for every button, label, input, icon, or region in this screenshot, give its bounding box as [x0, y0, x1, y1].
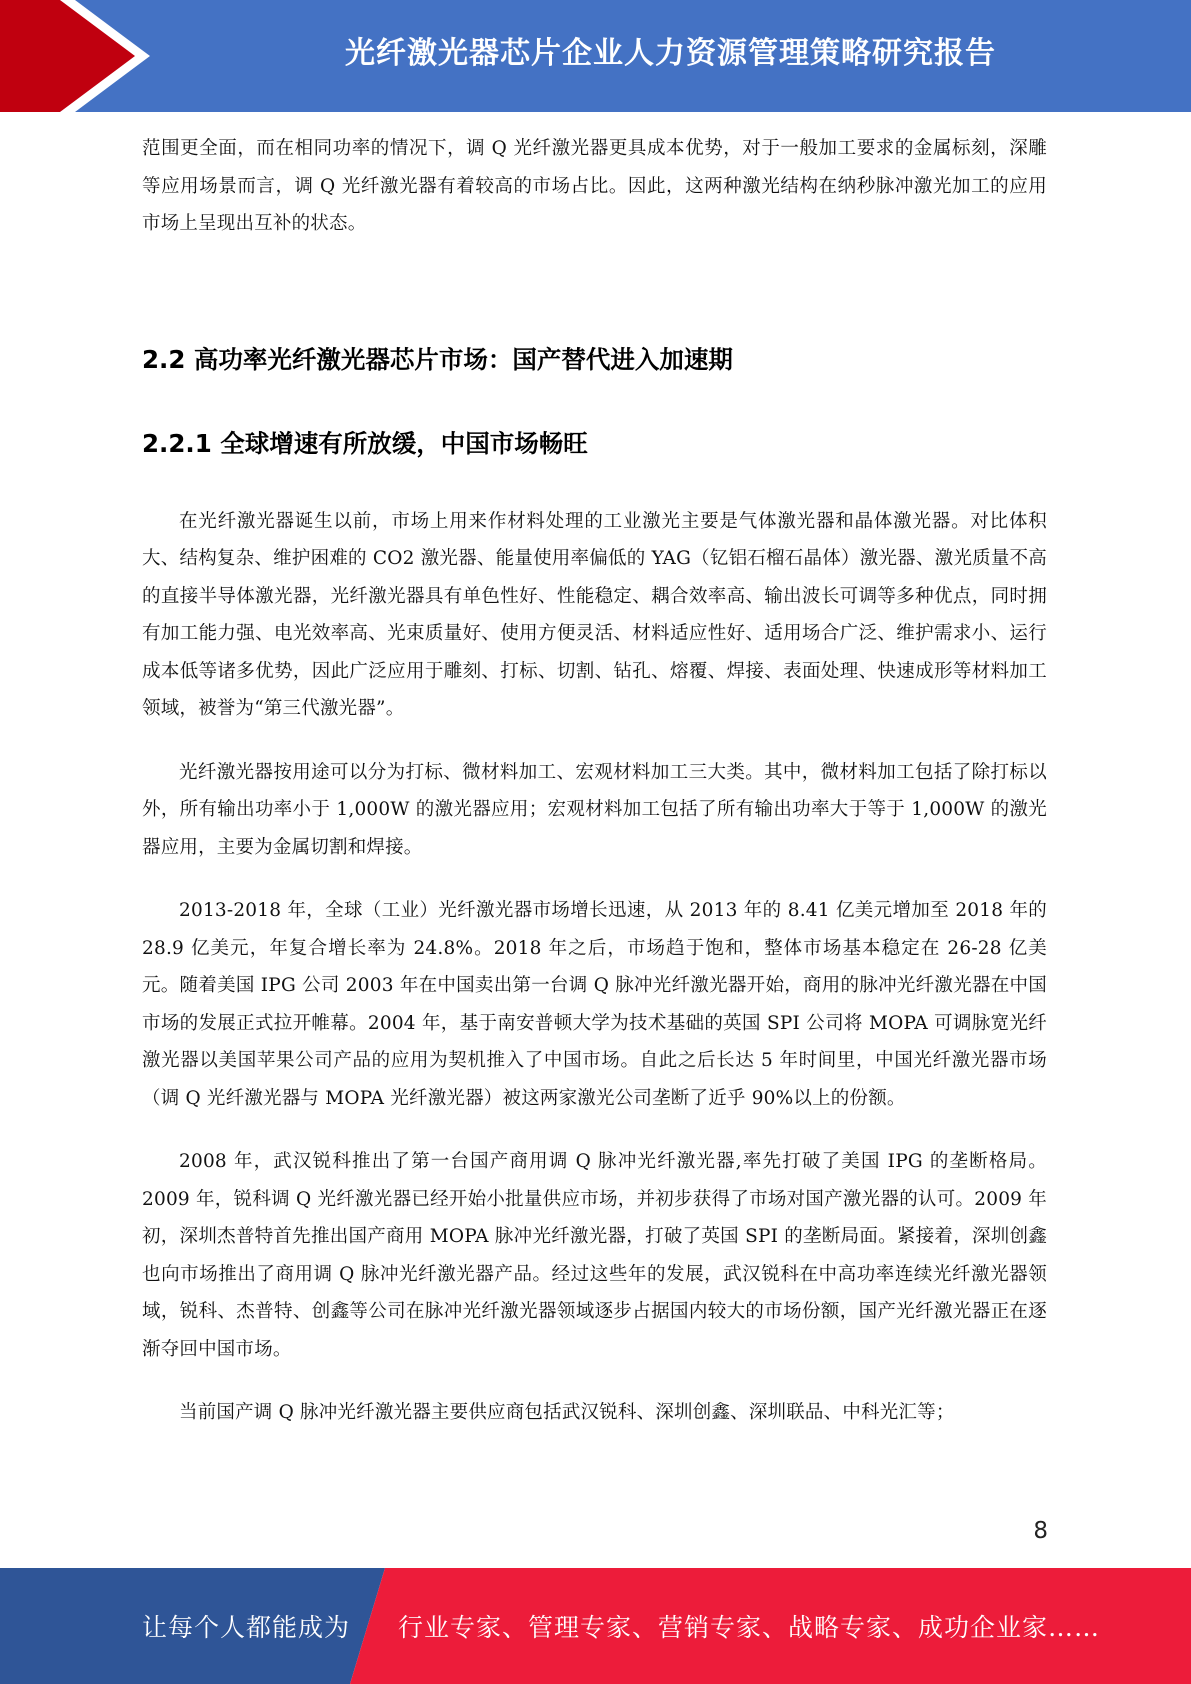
document-title: 光纤激光器芯片企业人力资源管理策略研究报告 [345, 36, 996, 71]
page-content [142, 130, 1047, 1432]
page-number: 8 [1033, 1518, 1048, 1544]
section-heading: 2.2 高功率光纤激光器芯片市场：国产替代进入加速期 [142, 344, 733, 374]
footer-slogan-right: 行业专家、管理专家、营销专家、战略专家、成功企业家…… [398, 1613, 1101, 1642]
page-header [0, 0, 1191, 112]
footer-slogan-left: 让每个人都能成为 [142, 1613, 351, 1642]
body-paragraph: 2008 年，武汉锐科推出了第一台国产商用调 Q 脉冲光纤激光器,率先打破了美国 IPG 的垄断格局。2009 年，锐科调 Q 光纤激光器已经开始小批量供应市场，并初步获得了市场对国产激光器的认可。2009 年初，深圳杰普特首先推出国产商用 MOPA 脉冲光纤激光器，打破了英国 SPI 的垄断局面。紧接着，深圳创鑫也向市场推出了商用调 Q 脉冲光纤激光器产品。经过这些年的发展，武汉锐科在中高功率连续光纤激光器领域，锐科、杰普特、创鑫等公司在脉冲光纤激光器领域逐步占据国内较大的市场份额，国产光纤激光器正在逐渐夺回中国市场。 [142, 1151, 1047, 1360]
page-footer [0, 1568, 1191, 1684]
subsection-heading: 2.2.1 全球增速有所放缓，中国市场畅旺 [142, 428, 588, 458]
body-paragraph: 当前国产调 Q 脉冲光纤激光器主要供应商包括武汉锐科、深圳创鑫、深圳联品、中科光汇等； [179, 1402, 955, 1423]
body-paragraph: 在光纤激光器诞生以前，市场上用来作材料处理的工业激光主要是气体激光器和晶体激光器。对比体积大、结构复杂、维护困难的 CO2 激光器、能量使用率偏低的 YAG（钇铝石榴石晶体）激光器、激光质量不高的直接半导体激光器，光纤激光器具有单色性好、性能稳定、耦合效率高、输出波长可调等多种优点，同时拥有加工能力强、电光效率高、光束质量好、使用方便灵活、材料适应性好、适用场合广泛、维护需求小、运行成本低等诸多优势，因此广泛应用于雕刻、打标、切割、钻孔、熔覆、焊接、表面处理、快速成形等材料加工领域，被誉为“第三代激光器”。 [142, 510, 1047, 719]
body-paragraph: 光纤激光器按用途可以分为打标、微材料加工、宏观材料加工三大类。其中，微材料加工包括了除打标以外，所有输出功率小于 1,000W 的激光器应用；宏观材料加工包括了所有输出功率大于等于 1,000W 的激光器应用，主要为金属切割和焊接。 [142, 761, 1047, 858]
intro-paragraph: 范围更全面，而在相同功率的情况下，调 Q 光纤激光器更具成本优势，对于一般加工要求的金属标刻，深雕等应用场景而言，调 Q 光纤激光器有着较高的市场占比。因此，这两种激光结构在纳秒脉冲激光加工的应用市场上呈现出互补的状态。 [142, 138, 1047, 234]
body-paragraph: 2013-2018 年，全球（工业）光纤激光器市场增长迅速，从 2013 年的 8.41 亿美元增加至 2018 年的 28.9 亿美元，年复合增长率为 24.8%。2018 年之后，市场趋于饱和，整体市场基本稳定在 26-28 亿美元。随着美国 IPG 公司 2003 年在中国卖出第一台调 Q 脉冲光纤激光器开始，商用的脉冲光纤激光器在中国市场的发展正式拉开帷幕。2004 年，基于南安普顿大学为技术基础的英国 SPI 公司将 MOPA 可调脉宽光纤激光器以美国苹果公司产品的应用为契机推入了中国市场。自此之后长达 5 年时间里，中国光纤激光器市场（调 Q 光纤激光器与 MOPA 光纤激光器）被这两家激光公司垄断了近乎 90%以上的份额。 [142, 900, 1047, 1109]
